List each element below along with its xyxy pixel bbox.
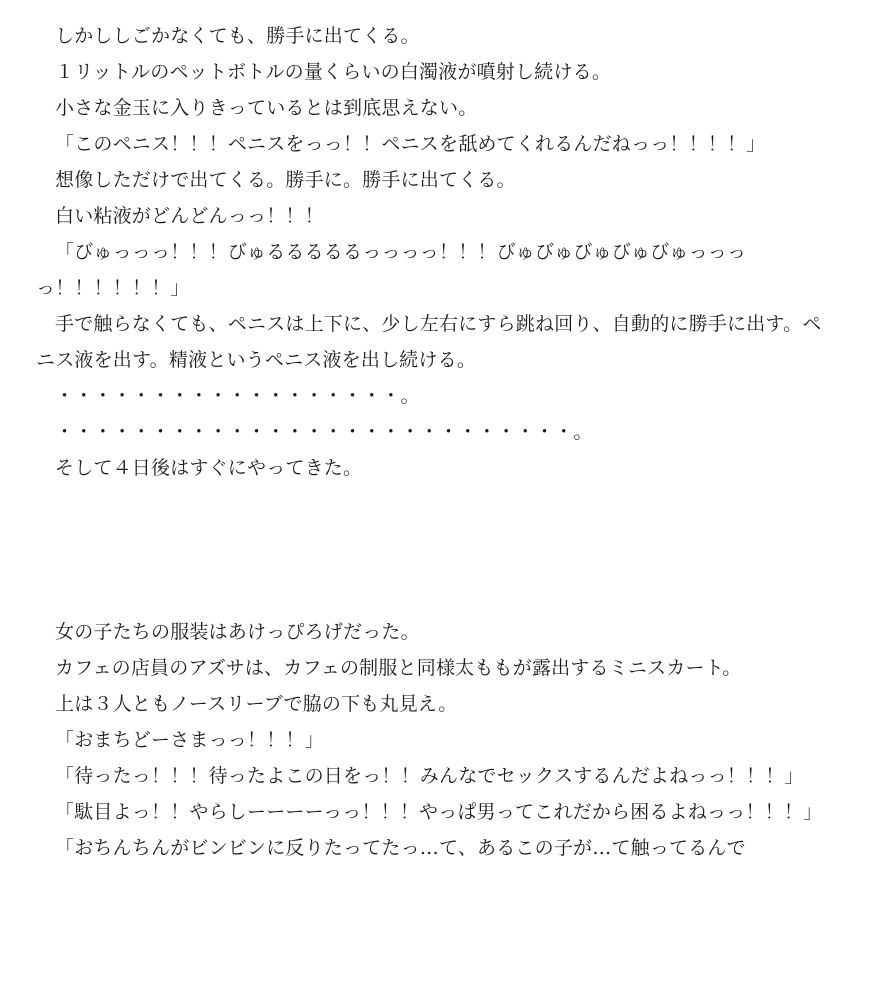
paragraph: そして４日後はすぐにやってきた。 [55, 457, 363, 479]
ellipsis-line: ・・・・・・・・・・・・・・・・・・。 [55, 385, 420, 407]
section-1 [36, 18, 836, 486]
paragraph: 「びゅっっっ！！！びゅるるるるるっっっっ！！！びゅびゅびゅびゅびゅっっっっ！！！！！！」 [36, 241, 747, 299]
document-page [36, 18, 836, 866]
ellipsis-line: ・・・・・・・・・・・・・・・・・・・・・・・・・・・。 [55, 421, 593, 443]
paragraph: 「待ったっ！！！待ったよこの日をっ！！みんなでセックスするんだよねっっ！！！」 [55, 765, 804, 787]
paragraph: 想像しただけで出てくる。勝手に。勝手に出てくる。 [55, 169, 516, 191]
paragraph: しかししごかなくても、勝手に出てくる。 [55, 25, 420, 47]
paragraph: 「駄目よっ！！やらしーーーーっっ！！！やっぱ男ってこれだから困るよねっっ！！！」 [55, 801, 823, 823]
paragraph: カフェの店員のアズサは、カフェの制服と同様太ももが露出するミニスカート。 [55, 657, 742, 679]
paragraph: 上は３人ともノースリーブで脇の下も丸見え。 [55, 693, 458, 715]
paragraph: 小さな金玉に入りきっているとは到底思えない。 [55, 97, 478, 119]
paragraph: 白い粘液がどんどんっっ！！！ [55, 205, 324, 227]
section-break [36, 486, 836, 614]
paragraph: 「おまちどーさまっっ！！！」 [55, 729, 324, 751]
section-2 [36, 614, 836, 866]
paragraph: 手で触らなくても、ペニスは上下に、少し左右にすら跳ね回り、自動的に勝手に出す。ペニス液を出す。精液というペニス液を出し続ける。 [36, 313, 822, 371]
paragraph: 「このペニス！！！ペニスをっっ！！ペニスを舐めてくれるんだねっっ！！！！」 [55, 133, 766, 155]
paragraph: １リットルのペットボトルの量くらいの白濁液が噴射し続ける。 [55, 61, 612, 83]
paragraph: 「おちんちんがビンビンに反りたってたっ…て、あるこの子が…て触ってるんで [55, 837, 746, 859]
paragraph: 女の子たちの服装はあけっぴろげだった。 [55, 621, 420, 643]
